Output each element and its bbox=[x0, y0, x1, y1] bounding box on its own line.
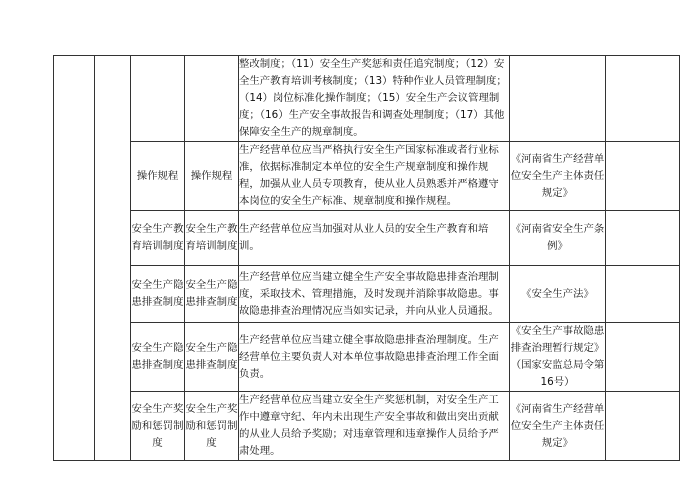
subcategory-cell bbox=[95, 56, 131, 461]
basis-cell: 《河南省生产经营单位安全生产主体责任规定》 bbox=[510, 392, 606, 461]
remark-cell bbox=[606, 56, 680, 142]
name-cell: 安全生产奖励和惩罚制度 bbox=[185, 392, 239, 461]
remark-cell bbox=[606, 392, 680, 461]
item-cell: 安全生产奖励和惩罚制度 bbox=[131, 392, 185, 461]
basis-cell: 《河南省生产经营单位安全生产主体责任规定》 bbox=[510, 142, 606, 211]
item-cell: 安全生产教育培训制度 bbox=[131, 211, 185, 266]
table-row bbox=[54, 266, 680, 323]
basis-cell: 《安全生产事故隐患排查治理暂行规定》（国家安监总局令第16号） bbox=[510, 323, 606, 392]
item-cell: 安全生产隐患排查制度 bbox=[131, 323, 185, 392]
basis-cell: 《河南省安全生产条例》 bbox=[510, 211, 606, 266]
table-row bbox=[54, 142, 680, 211]
remark-cell bbox=[606, 211, 680, 266]
category-cell bbox=[54, 56, 95, 461]
remark-cell bbox=[606, 142, 680, 211]
content-cell: 整改制度；（11）安全生产奖惩和责任追究制度；（12）安全生产教育培训考核制度；（13）特种作业人员管理制度；（14）岗位标准化操作制度；（15）安全生产会议管理制度；（16）生产安全事故报告和调查处理制度；（17）其他保障安全生产的规章制度。 bbox=[239, 56, 510, 142]
item-cell: 安全生产隐患排查制度 bbox=[131, 266, 185, 323]
name-cell bbox=[185, 56, 239, 142]
content-cell: 生产经营单位应当严格执行安全生产国家标准或者行业标准，依据标准制定本单位的安全生产规章制度和操作规程，加强从业人员专项教育，使从业人员熟悉并严格遵守本岗位的安全生产标准、规章制度和操作规程。 bbox=[239, 142, 510, 211]
name-cell: 安全生产隐患排查制度 bbox=[185, 323, 239, 392]
name-cell: 安全生产隐患排查制度 bbox=[185, 266, 239, 323]
item-cell bbox=[131, 56, 185, 142]
item-cell: 操作规程 bbox=[131, 142, 185, 211]
regulation-table bbox=[53, 55, 680, 461]
content-cell: 生产经营单位应当建立健全生产安全事故隐患排查治理制度，采取技术、管理措施，及时发现并消除事故隐患。事故隐患排查治理情况应当如实记录，并向从业人员通报。 bbox=[239, 266, 510, 323]
table-row bbox=[54, 323, 680, 392]
name-cell: 操作规程 bbox=[185, 142, 239, 211]
content-cell: 生产经营单位应当建立健全事故隐患排查治理制度。生产经营单位主要负责人对本单位事故隐患排查治理工作全面负责。 bbox=[239, 323, 510, 392]
content-cell: 生产经营单位应当加强对从业人员的安全生产教育和培训。 bbox=[239, 211, 510, 266]
table-row bbox=[54, 392, 680, 461]
table-row bbox=[54, 211, 680, 266]
remark-cell bbox=[606, 266, 680, 323]
name-cell: 安全生产教育培训制度 bbox=[185, 211, 239, 266]
basis-cell bbox=[510, 56, 606, 142]
content-cell: 生产经营单位应当建立安全生产奖惩机制，对安全生产工作中遵章守纪、年内未出现生产安全事故和做出突出贡献的从业人员给予奖励；对违章管理和违章操作人员给予严肃处理。 bbox=[239, 392, 510, 461]
table-row bbox=[54, 56, 680, 142]
basis-cell: 《安全生产法》 bbox=[510, 266, 606, 323]
remark-cell bbox=[606, 323, 680, 392]
